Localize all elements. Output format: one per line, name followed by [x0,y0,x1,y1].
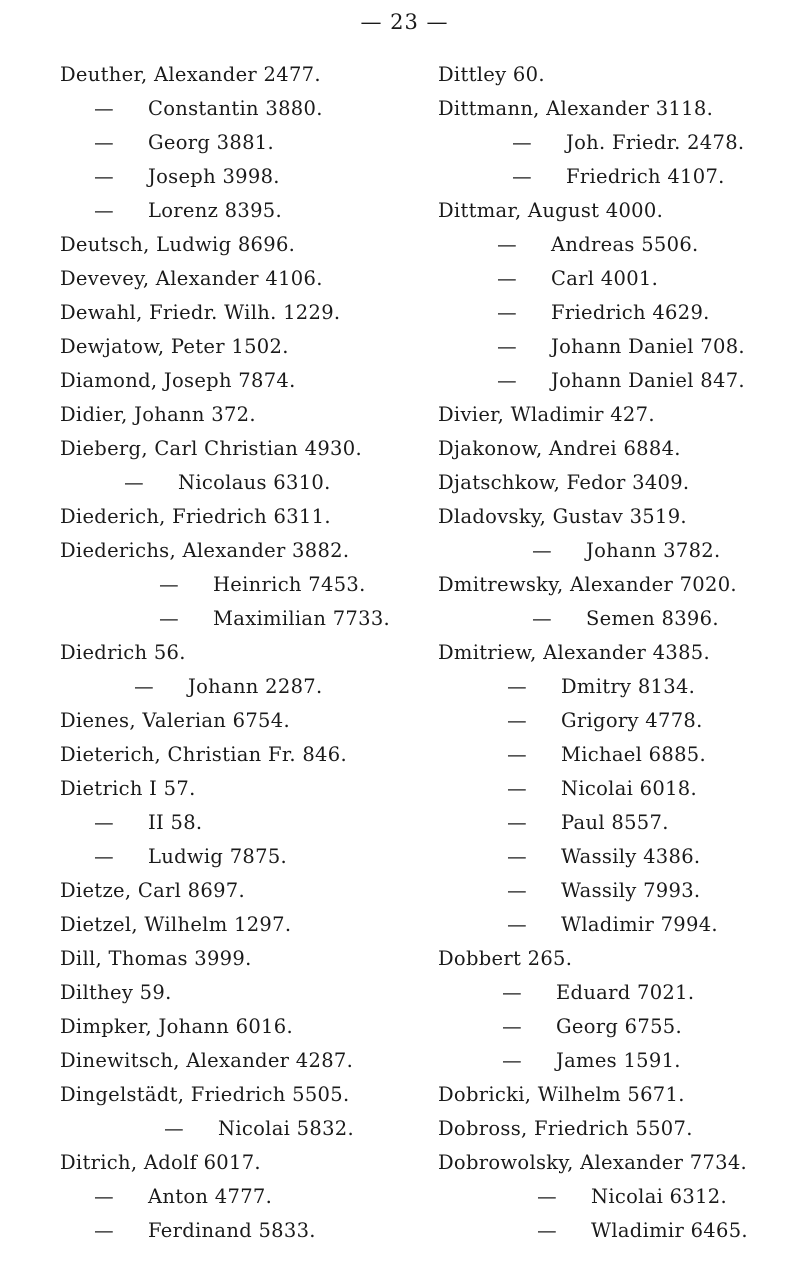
index-entry: Devevey, Alexander 4106. [60,267,323,290]
index-entry: Dobbert 265. [438,947,573,970]
entry-name: Andreas 5506. [551,233,699,256]
entry-name: Wladimir 7994. [561,913,718,936]
ditto-dash: — [502,1049,522,1072]
index-subentry [438,704,798,738]
entry-name: Johann 3782. [586,539,721,562]
index-entry: Dladovsky, Gustav 3519. [438,505,687,528]
entry-name: Ferdinand 5833. [148,1219,316,1242]
ditto-dash: — [507,743,527,766]
index-entry: Dietze, Carl 8697. [60,879,245,902]
ditto-dash: — [512,165,532,188]
entry-name: Semen 8396. [586,607,719,630]
index-subentry [438,738,798,772]
index-entry: Dobrowolsky, Alexander 7734. [438,1151,748,1174]
index-subentry [438,1010,798,1044]
index-subentry [438,908,798,942]
index-subentry [60,160,405,194]
entry-name: Joseph 3998. [148,165,280,188]
index-subentry [60,1112,405,1146]
index-subentry [60,840,405,874]
left-column [60,58,405,1248]
ditto-dash: — [159,607,179,630]
index-subentry [438,330,798,364]
index-entry: Diederichs, Alexander 3882. [60,539,350,562]
ditto-dash: — [497,267,517,290]
index-subentry [438,772,798,806]
index-subentry [438,160,798,194]
index-subentry [60,1214,405,1248]
index-entry: Djakonow, Andrei 6884. [438,437,681,460]
index-entry: Dmitrewsky, Alexander 7020. [438,573,737,596]
index-entry: Ditrich, Adolf 6017. [60,1151,261,1174]
ditto-dash: — [507,879,527,902]
index-entry: Deuther, Alexander 2477. [60,63,321,86]
index-subentry [60,1180,405,1214]
index-entry: Didier, Johann 372. [60,403,256,426]
entry-name: Lorenz 8395. [148,199,283,222]
entry-name: Nicolaus 6310. [178,471,331,494]
index-entry: Dieberg, Carl Christian 4930. [60,437,362,460]
index-subentry [438,806,798,840]
ditto-dash: — [94,165,114,188]
entry-name: Joh. Friedr. 2478. [566,131,745,154]
ditto-dash: — [537,1219,557,1242]
entry-name: Paul 8557. [561,811,669,834]
ditto-dash: — [497,301,517,324]
index-entry: Divier, Wladimir 427. [438,403,655,426]
index-entry: Dewahl, Friedr. Wilh. 1229. [60,301,341,324]
ditto-dash: — [507,811,527,834]
ditto-dash: — [497,369,517,392]
ditto-dash: — [532,607,552,630]
index-entry: Dmitriew, Alexander 4385. [438,641,710,664]
entry-name: Heinrich 7453. [213,573,366,596]
index-entry: Dobricki, Wilhelm 5671. [438,1083,685,1106]
index-subentry [438,840,798,874]
ditto-dash: — [502,981,522,1004]
entry-name: Constantin 3880. [148,97,323,120]
ditto-dash: — [532,539,552,562]
ditto-dash: — [94,199,114,222]
index-subentry [438,1044,798,1078]
index-subentry [438,296,798,330]
ditto-dash: — [94,97,114,120]
ditto-dash: — [507,709,527,732]
index-subentry [438,1180,798,1214]
ditto-dash: — [497,233,517,256]
entry-name: Wassily 4386. [561,845,701,868]
index-entry: Diamond, Joseph 7874. [60,369,296,392]
ditto-dash: — [94,811,114,834]
entry-name: Eduard 7021. [556,981,695,1004]
index-entry: Dittmar, August 4000. [438,199,664,222]
index-subentry [438,534,798,568]
index-entry: Diederich, Friedrich 6311. [60,505,331,528]
index-entry: Dietzel, Wilhelm 1297. [60,913,292,936]
page-number: — 23 — [360,10,449,34]
ditto-dash: — [94,1219,114,1242]
index-entry: Diedrich 56. [60,641,186,664]
index-entry: Dittley 60. [438,63,545,86]
ditto-dash: — [512,131,532,154]
index-entry: Deutsch, Ludwig 8696. [60,233,296,256]
index-subentry [438,262,798,296]
entry-name: Georg 3881. [148,131,274,154]
ditto-dash: — [94,845,114,868]
index-entry: Dobross, Friedrich 5507. [438,1117,693,1140]
index-subentry [438,670,798,704]
entry-name: Ludwig 7875. [148,845,288,868]
index-entry: Dittmann, Alexander 3118. [438,97,714,120]
entry-name: Georg 6755. [556,1015,682,1038]
ditto-dash: — [507,675,527,698]
index-entry: Dimpker, Johann 6016. [60,1015,293,1038]
index-subentry [60,670,405,704]
index-subentry [438,602,798,636]
entry-name: Dmitry 8134. [561,675,696,698]
ditto-dash: — [502,1015,522,1038]
entry-name: Johann 2287. [188,675,323,698]
index-subentry [438,228,798,262]
index-subentry [60,126,405,160]
entry-name: Maximilian 7733. [213,607,391,630]
index-entry: Dietrich I 57. [60,777,196,800]
index-subentry [60,92,405,126]
index-subentry [438,976,798,1010]
ditto-dash: — [134,675,154,698]
index-subentry [60,466,405,500]
index-subentry [438,1214,798,1248]
entry-name: Nicolai 5832. [218,1117,354,1140]
index-entry: Dingelstädt, Friedrich 5505. [60,1083,350,1106]
index-subentry [438,364,798,398]
entry-name: Nicolai 6312. [591,1185,727,1208]
entry-name: II 58. [148,811,203,834]
entry-name: Johann Daniel 847. [551,369,745,392]
index-entry: Dewjatow, Peter 1502. [60,335,289,358]
index-subentry [60,568,405,602]
right-column [438,58,798,1248]
entry-name: Nicolai 6018. [561,777,697,800]
ditto-dash: — [94,131,114,154]
ditto-dash: — [159,573,179,596]
entry-name: Wassily 7993. [561,879,701,902]
entry-name: Grigory 4778. [561,709,703,732]
index-subentry [438,874,798,908]
ditto-dash: — [507,845,527,868]
index-entry: Dinewitsch, Alexander 4287. [60,1049,354,1072]
entry-name: Friedrich 4629. [551,301,710,324]
ditto-dash: — [164,1117,184,1140]
entry-name: James 1591. [556,1049,681,1072]
entry-name: Carl 4001. [551,267,659,290]
index-entry: Dienes, Valerian 6754. [60,709,290,732]
entry-name: Johann Daniel 708. [551,335,745,358]
index-entry: Dilthey 59. [60,981,172,1004]
ditto-dash: — [507,777,527,800]
index-entry: Djatschkow, Fedor 3409. [438,471,690,494]
index-subentry [60,194,405,228]
index-entry: Dieterich, Christian Fr. 846. [60,743,347,766]
ditto-dash: — [94,1185,114,1208]
ditto-dash: — [497,335,517,358]
entry-name: Anton 4777. [148,1185,273,1208]
entry-name: Friedrich 4107. [566,165,725,188]
index-subentry [60,806,405,840]
entry-name: Michael 6885. [561,743,707,766]
index-subentry [438,126,798,160]
ditto-dash: — [507,913,527,936]
index-subentry [60,602,405,636]
index-entry: Dill, Thomas 3999. [60,947,252,970]
ditto-dash: — [537,1185,557,1208]
entry-name: Wladimir 6465. [591,1219,748,1242]
ditto-dash: — [124,471,144,494]
